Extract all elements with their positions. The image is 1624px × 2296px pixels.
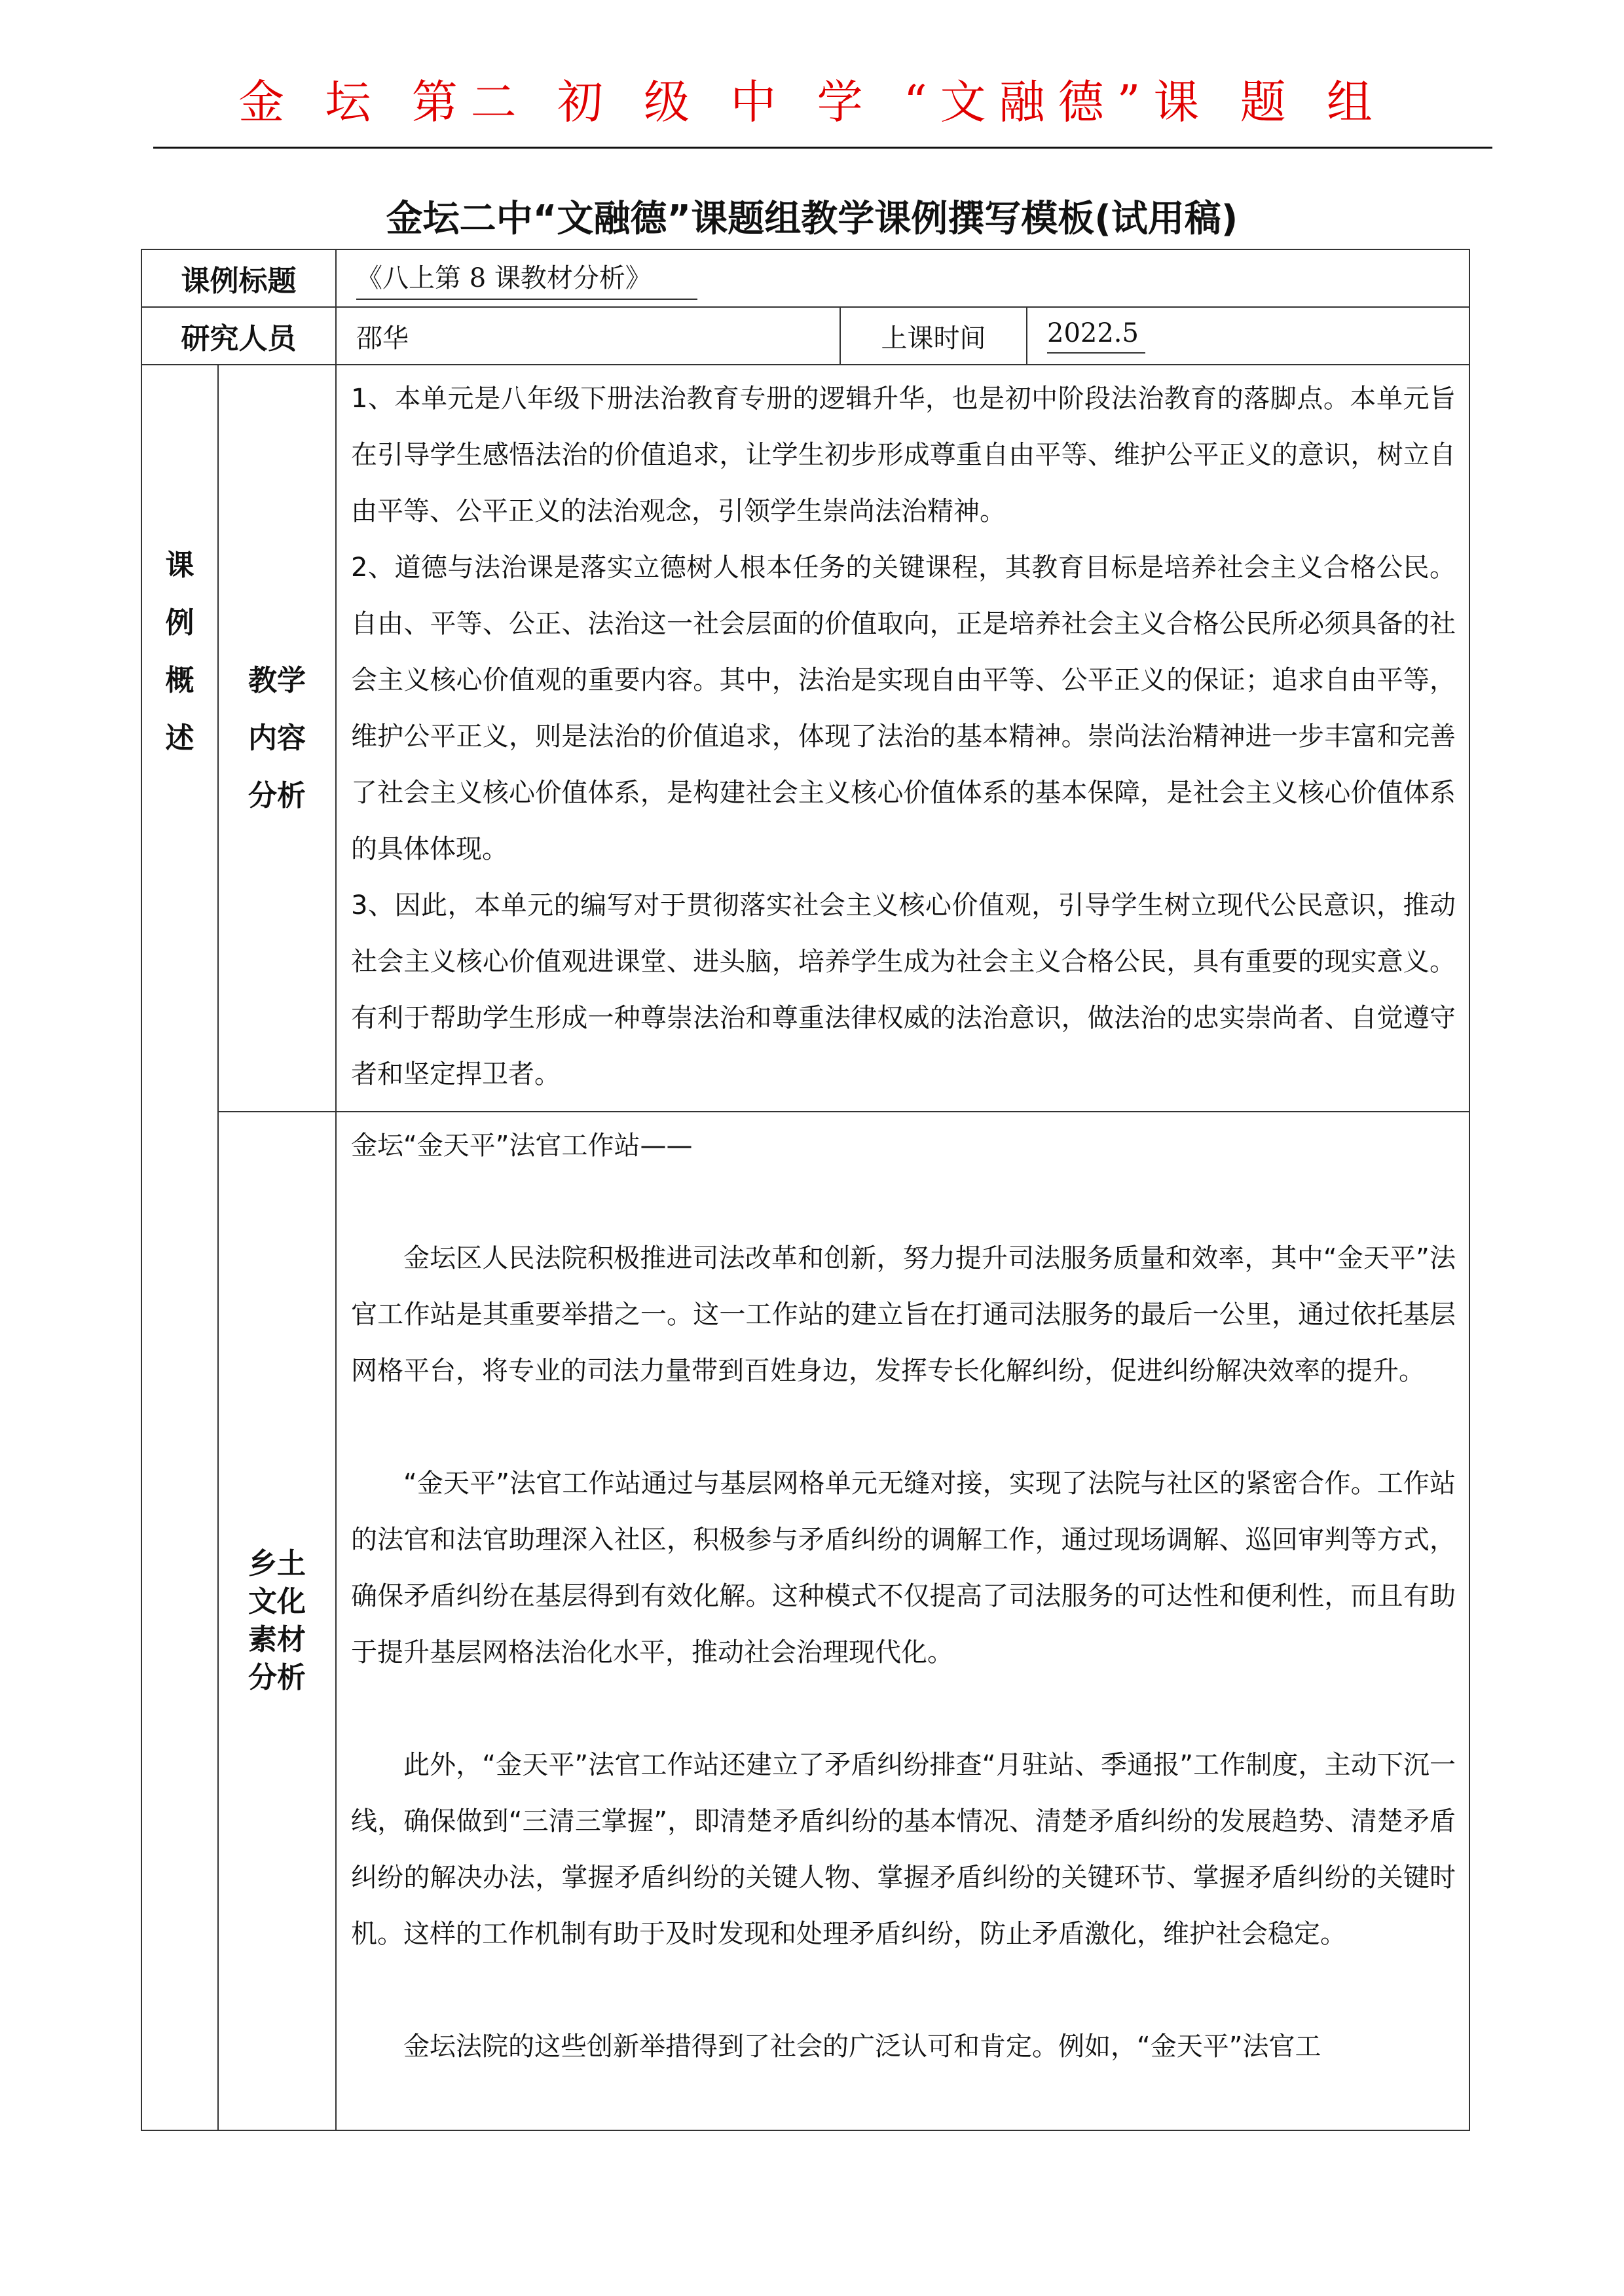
lesson-title-label: 课例标题 — [141, 249, 336, 307]
overview-char: 述 — [165, 721, 194, 755]
culture-paragraph: 金坛法院的这些创新举措得到了社会的广泛认可和肯定。例如，“金天平”法官工 — [403, 2032, 1321, 2062]
lesson-case-form — [141, 249, 1470, 2131]
analysis-paragraph: 1、本单元是八年级下册法治教育专册的逻辑升华，也是初中阶段法治教育的落脚点。本单元旨在引导学生感悟法治的价值追求，让学生初步形成尊重自由平等、维护公平正义的意识，树立自由平等、公平正义的法治观念，引领学生崇尚法治精神。 — [351, 384, 1456, 526]
analysis-paragraph: 3、因此，本单元的编写对于贯彻落实社会主义核心价值观，引导学生树立现代公民意识，推动社会主义核心价值观进课堂、进头脑，培养学生成为社会主义合格公民，具有重要的现实意义。有利于帮助学生形成一种尊崇法治和尊重法律权威的法治意识，做法治的忠实崇尚者、自觉遵守者和坚定捍卫者。 — [351, 890, 1456, 1089]
overview-label — [141, 365, 218, 2130]
label-line: 教学 — [248, 663, 306, 697]
document-title: 金坛二中“文融德”课题组教学课例撰写模板(试用稿) — [386, 198, 1238, 240]
label-line: 分析 — [248, 778, 306, 812]
local-culture-label — [218, 1112, 336, 2130]
label-line: 内容 — [248, 721, 306, 755]
overview-char: 概 — [165, 664, 194, 697]
analysis-paragraph: 2、道德与法治课是落实立德树人根本任务的关键课程，其教育目标是培养社会主义合格公民。自由、平等、公正、法治这一社会层面的价值取向，正是培养社会主义合格公民所必须具备的社会主义核心价值观的重要内容。其中，法治是实现自由平等、公平正义的保证；追求自由平等，维护公平正义，则是法治的价值追求，体现了法治的基本精神。崇尚法治精神进一步丰富和完善了社会主义核心价值体系，是构建社会主义核心价值体系的基本保障，是社会主义核心价值体系的具体体现。 — [351, 553, 1456, 864]
researcher-label: 研究人员 — [141, 307, 336, 365]
culture-paragraph: “金天平”法官工作站通过与基层网格单元无缝对接，实现了法院与社区的紧密合作。工作站的法官和法官助理深入社区，积极参与矛盾纠纷的调解工作，通过现场调解、巡回审判等方式，确保矛盾纠纷在基层得到有效化解。这种模式不仅提高了司法服务的可达性和便利性，而且有助于提升基层网格法治化水平，推动社会治理现代化。 — [351, 1468, 1456, 1667]
researcher-row — [141, 307, 1469, 365]
class-time-value: 2022.5 — [1047, 318, 1145, 354]
class-time-cell — [1027, 307, 1469, 365]
header-divider — [153, 147, 1492, 149]
content-analysis-text — [336, 365, 1469, 1112]
researcher-value: 邵华 — [336, 307, 840, 365]
local-culture-text — [336, 1112, 1469, 2130]
lesson-title-cell — [336, 249, 1469, 307]
label-line: 乡土 — [248, 1547, 306, 1580]
overview-char: 课 — [165, 549, 194, 582]
content-analysis-label — [218, 365, 336, 1112]
overview-char: 例 — [165, 606, 194, 640]
class-time-label: 上课时间 — [840, 307, 1027, 365]
culture-heading: 金坛“金天平”法官工作站—— — [351, 1131, 693, 1161]
culture-paragraph: 金坛区人民法院积极推进司法改革和创新，努力提升司法服务质量和效率，其中“金天平”法官工作站是其重要举措之一。这一工作站的建立旨在打通司法服务的最后一公里，通过依托基层网格平台，将专业的司法力量带到百姓身边，发挥专长化解纠纷，促进纠纷解决效率的提升。 — [351, 1243, 1456, 1386]
label-line: 分析 — [248, 1661, 306, 1694]
title-row — [141, 249, 1469, 307]
local-culture-row — [141, 1112, 1469, 2130]
school-header: 金 坛 第二 初 级 中 学 “文融德”课 题 组 — [238, 75, 1386, 129]
lesson-title-value: 《八上第 8 课教材分析》 — [356, 257, 697, 300]
content-analysis-row — [141, 365, 1469, 1112]
label-line: 文化 — [248, 1585, 306, 1618]
culture-paragraph: 此外，“金天平”法官工作站还建立了矛盾纠纷排查“月驻站、季通报”工作制度，主动下沉一线，确保做到“三清三掌握”，即清楚矛盾纠纷的基本情况、清楚矛盾纠纷的发展趋势、清楚矛盾纠纷的解决办法，掌握矛盾纠纷的关键人物、掌握矛盾纠纷的关键环节、掌握矛盾纠纷的关键时机。这样的工作机制有助于及时发现和处理矛盾纠纷，防止矛盾激化，维护社会稳定。 — [351, 1750, 1456, 1949]
label-line: 素材 — [248, 1623, 306, 1656]
